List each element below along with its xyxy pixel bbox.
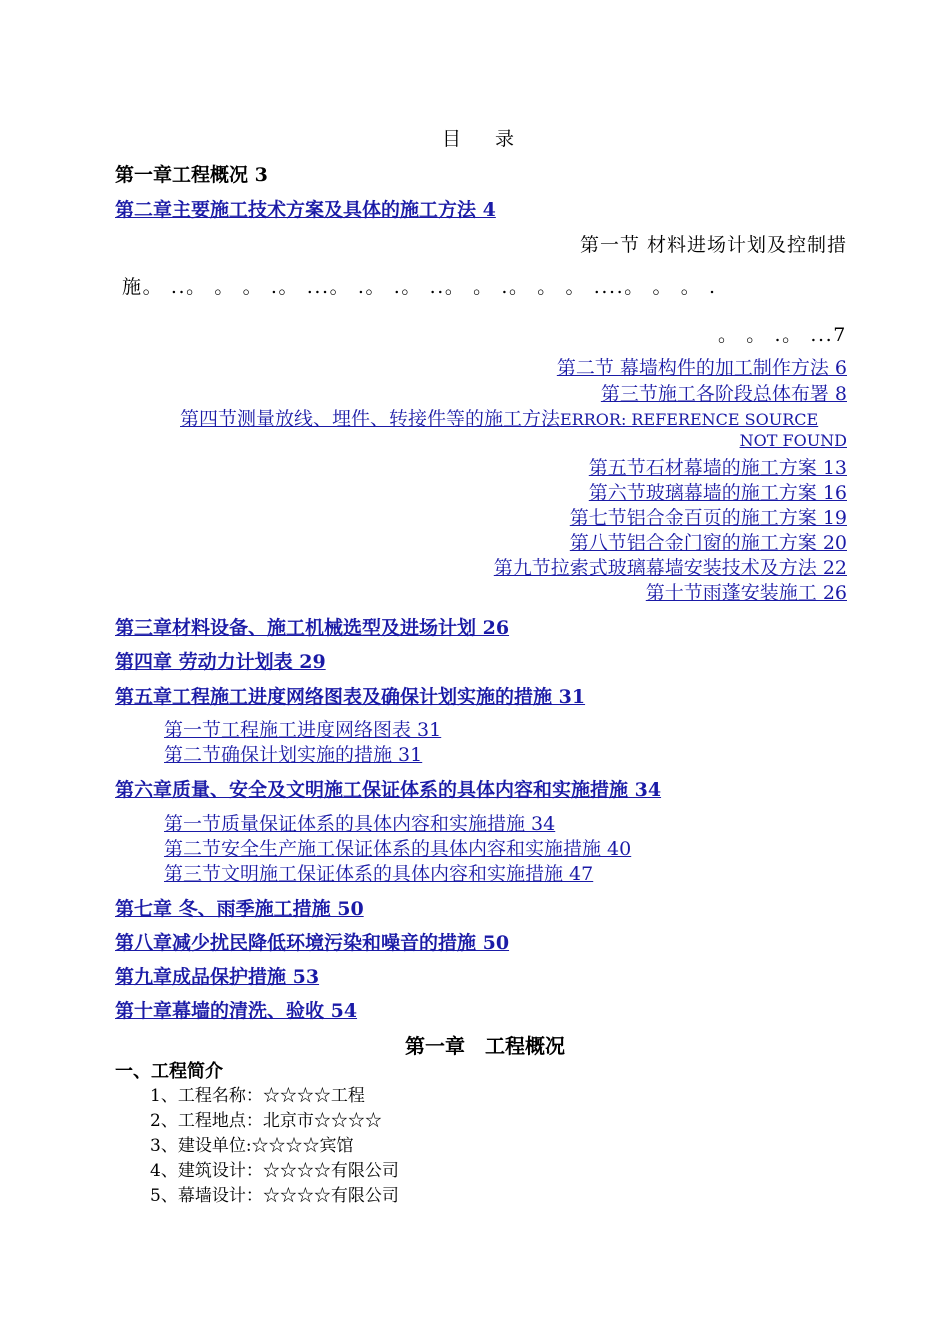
info-item-location: 2、工程地点：北京市☆☆☆☆ bbox=[150, 1111, 382, 1131]
toc-link-ch6-sec3[interactable]: 第三节文明施工保证体系的具体内容和实施措施 47 bbox=[164, 863, 594, 885]
toc-link-chapter-5[interactable]: 第五章工程施工进度网络图表及确保计划实施的措施 31 bbox=[115, 686, 586, 708]
toc-link-ch2-sec6[interactable]: 第六节玻璃幕墙的施工方案 16 bbox=[588, 482, 847, 504]
toc-link-chapter-7[interactable]: 第七章 冬、雨季施工措施 50 bbox=[115, 898, 364, 920]
toc-link-chapter-8[interactable]: 第八章减少扰民降低环境污染和噪音的措施 50 bbox=[115, 932, 510, 954]
chapter-1-number: 第一章 bbox=[405, 1034, 465, 1058]
info-item-architect: 4、建筑设计：☆☆☆☆有限公司 bbox=[150, 1161, 399, 1181]
toc-link-ch2-sec8[interactable]: 第八节铝合金门窗的施工方案 20 bbox=[569, 532, 847, 554]
toc-link-ch2-sec4[interactable] bbox=[180, 404, 818, 431]
toc-ch2-sec1-line1: 第一节 材料进场计划及控制措 bbox=[579, 234, 847, 256]
chapter-1-heading bbox=[0, 1030, 950, 1059]
toc-link-ch2-sec5[interactable]: 第五节石材幕墙的施工方案 13 bbox=[588, 457, 847, 479]
chapter-1-title: 工程概况 bbox=[485, 1034, 565, 1058]
toc-link-chapter-2[interactable]: 第二章主要施工技术方案及具体的施工方法 4 bbox=[115, 199, 496, 221]
toc-link-ch5-sec1[interactable]: 第一节工程施工进度网络图表 31 bbox=[164, 719, 442, 741]
toc-link-ch2-sec3[interactable]: 第三节施工各阶段总体布署 8 bbox=[600, 383, 847, 405]
toc-link-ch5-sec2[interactable]: 第二节确保计划实施的措施 31 bbox=[164, 744, 423, 766]
toc-link-ch2-sec10[interactable]: 第十节雨蓬安装施工 26 bbox=[645, 582, 847, 604]
toc-link-chapter-3[interactable]: 第三章材料设备、施工机械选型及进场计划 26 bbox=[115, 617, 510, 639]
toc-link-chapter-6[interactable]: 第六章质量、安全及文明施工保证体系的具体内容和实施措施 34 bbox=[115, 779, 662, 801]
toc-ch2-sec4-error: ERROR: REFERENCE SOURCE bbox=[560, 410, 819, 429]
info-item-owner: 3、建设单位:☆☆☆☆宾馆 bbox=[150, 1136, 354, 1156]
toc-link-chapter-4[interactable]: 第四章 劳动力计划表 29 bbox=[115, 651, 326, 673]
toc-ch2-sec1-dots: 施。 ..。 。 。 .。 ...。 .。 .。 ..。 。 .。 。 。 ....。 。 。 . bbox=[122, 276, 717, 298]
toc-link-chapter-9[interactable]: 第九章成品保护措施 53 bbox=[115, 966, 320, 988]
toc-link-ch2-sec2[interactable]: 第二节 幕墙构件的加工制作方法 6 bbox=[556, 357, 847, 379]
toc-link-ch6-sec1[interactable]: 第一节质量保证体系的具体内容和实施措施 34 bbox=[164, 813, 556, 835]
toc-link-chapter-10[interactable]: 第十章幕墙的清洗、验收 54 bbox=[115, 1000, 358, 1022]
toc-ch2-sec4-error-cont[interactable]: NOT FOUND bbox=[739, 431, 847, 450]
toc-chapter-1: 第一章工程概况 3 bbox=[115, 164, 268, 186]
toc-ch2-sec1-page: 。 。 .。 ...7 bbox=[718, 324, 847, 346]
section-heading: 一、工程简介 bbox=[115, 1061, 223, 1082]
toc-link-ch6-sec2[interactable]: 第二节安全生产施工保证体系的具体内容和实施措施 40 bbox=[164, 838, 632, 860]
toc-link-ch2-sec7[interactable]: 第七节铝合金百页的施工方案 19 bbox=[569, 507, 847, 529]
toc-title: 目 录 bbox=[441, 128, 529, 150]
info-item-curtain-wall-design: 5、幕墙设计：☆☆☆☆有限公司 bbox=[150, 1186, 399, 1206]
info-item-project-name: 1、工程名称：☆☆☆☆工程 bbox=[150, 1086, 365, 1106]
toc-link-ch2-sec9[interactable]: 第九节拉索式玻璃幕墙安装技术及方法 22 bbox=[493, 557, 847, 579]
toc-ch2-sec4-title: 第四节测量放线、埋件、转接件等的施工方法 bbox=[180, 408, 561, 430]
